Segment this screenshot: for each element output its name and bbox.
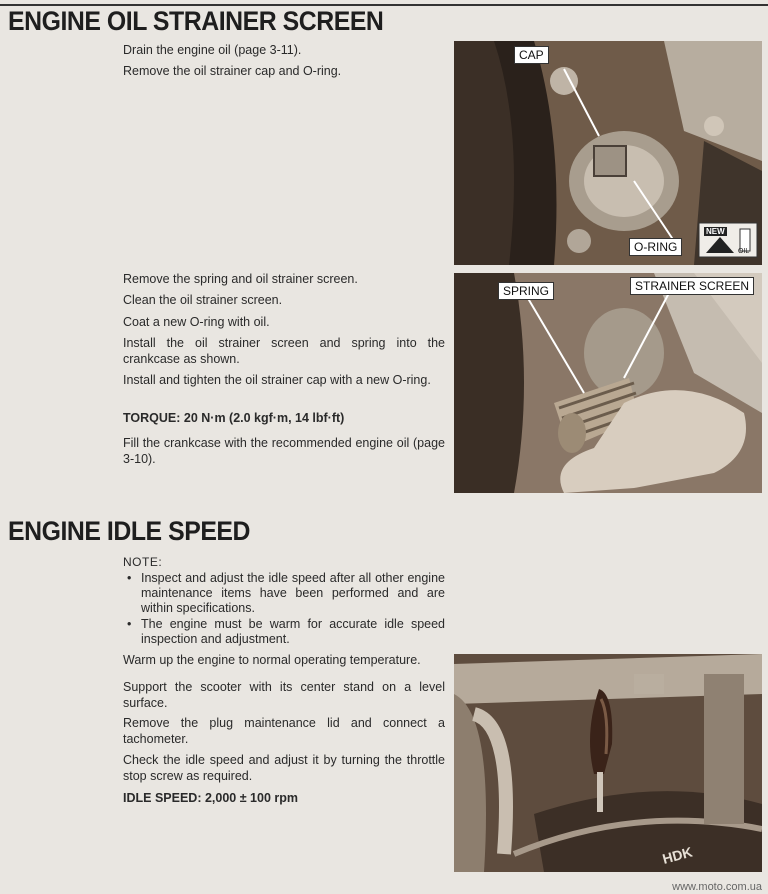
- photo-idle-illustration: [454, 654, 762, 872]
- callout-spring: SPRING: [498, 282, 554, 300]
- callout-strainer-screen: STRAINER SCREEN: [630, 277, 754, 295]
- section-title-oil-strainer: ENGINE OIL STRAINER SCREEN: [8, 6, 384, 36]
- note-text: Inspect and adjust the idle speed after all other engine maintenance items have been performed and are within specifications.: [141, 571, 445, 615]
- photo-oil-strainer-cap: [454, 41, 762, 265]
- callout-oring: O-RING: [629, 238, 682, 256]
- step-remove-cap: Remove the oil strainer cap and O-ring.: [123, 64, 342, 78]
- step-clean-screen: Clean the oil strainer screen.: [123, 293, 283, 307]
- new-part-badge: NEW: [706, 227, 725, 236]
- idle-speed-spec: IDLE SPEED: 2,000 ± 100 rpm: [123, 791, 298, 805]
- photo-strainer-illustration: [454, 273, 762, 493]
- step-drain-oil: Drain the engine oil (page 3-11).: [123, 43, 302, 57]
- section-title-idle-speed: ENGINE IDLE SPEED: [8, 516, 251, 546]
- note-list: [123, 571, 445, 648]
- photo-idle-adjust: [454, 654, 762, 872]
- step-install-cap: Install and tighten the oil strainer cap with a new O-ring.: [123, 373, 431, 387]
- photo-spring-strainer: [454, 273, 762, 493]
- note-item: [123, 571, 445, 616]
- bullet-icon: •: [127, 571, 132, 585]
- step-install-screen: Install the oil strainer screen and spring into the crankcase as shown.: [123, 336, 445, 366]
- step-check-idle: Check the idle speed and adjust it by turning the throttle stop screw as required.: [123, 753, 445, 783]
- step-warm-engine: Warm up the engine to normal operating temperature.: [123, 653, 421, 667]
- step-fill-crankcase: Fill the crankcase with the recommended engine oil (page 3-10).: [123, 436, 445, 466]
- note-item: [123, 617, 445, 647]
- watermark: www.moto.com.ua: [672, 881, 762, 893]
- torque-spec: TORQUE: 20 N·m (2.0 kgf·m, 14 lbf·ft): [123, 411, 345, 425]
- note-label: NOTE:: [123, 555, 163, 569]
- decal-letters: HDK: [660, 843, 695, 867]
- step-support-stand: Support the scooter with its center stand on a level surface.: [123, 680, 445, 710]
- bullet-icon: •: [127, 617, 132, 631]
- step-remove-spring: Remove the spring and oil strainer screen.: [123, 272, 358, 286]
- oil-icon: OIL: [738, 248, 750, 255]
- note-text: The engine must be warm for accurate idle speed inspection and adjustment.: [141, 617, 445, 646]
- step-remove-lid: Remove the plug maintenance lid and connect a tachometer.: [123, 716, 445, 746]
- callout-cap: CAP: [514, 46, 549, 64]
- step-coat-oring: Coat a new O-ring with oil.: [123, 315, 270, 329]
